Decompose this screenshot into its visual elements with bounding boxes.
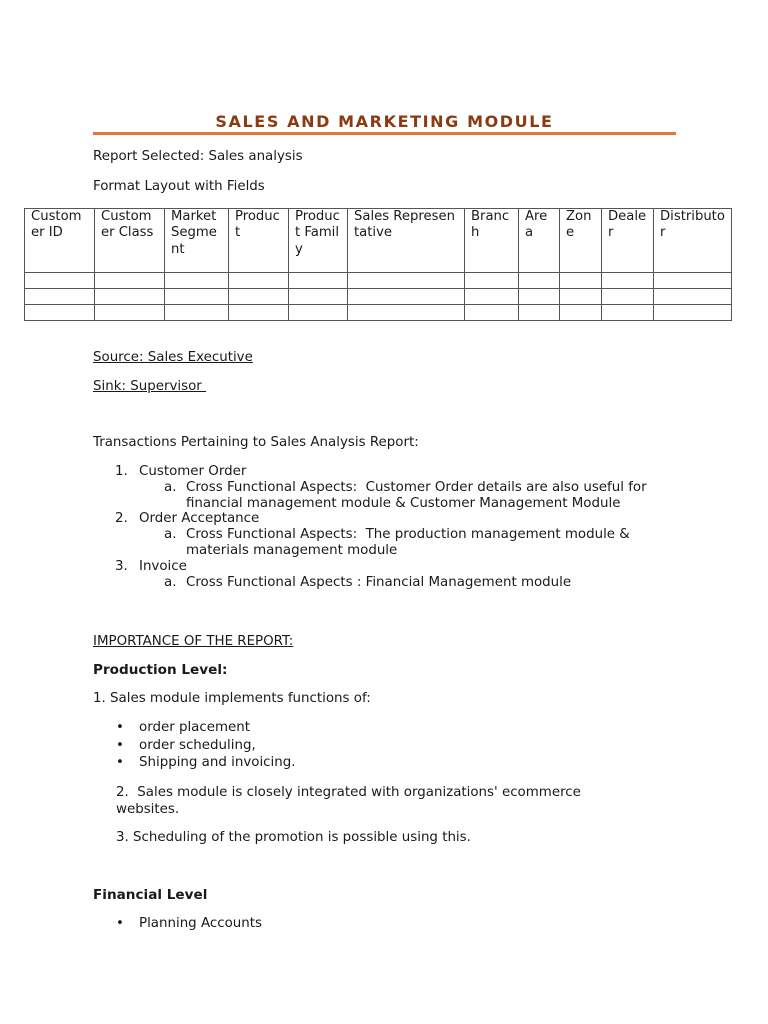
list-item [115, 559, 715, 575]
sub-item-line: financial management module & Customer Management Module [186, 495, 621, 511]
production-level-heading: Production Level: [93, 662, 228, 678]
production-point-1: 1. Sales module implements functions of: [93, 691, 371, 706]
importance-heading: IMPORTANCE OF THE REPORT: [93, 634, 294, 649]
production-bullet-list [0, 720, 768, 773]
header-cell: Area [519, 209, 560, 273]
header-cell: Branch [465, 209, 519, 273]
list-number: 3. [115, 558, 128, 574]
list-item-label: Invoice [139, 558, 187, 574]
table-row [25, 289, 732, 305]
sub-item-line: Cross Functional Aspects : Financial Management module [186, 574, 572, 590]
production-point-3: 3. Scheduling of the promotion is possible using this. [116, 830, 471, 845]
sink-line: Sink: Supervisor [93, 379, 207, 394]
fields-table [24, 208, 732, 321]
sub-item-line: Cross Functional Aspects: The production management module & [186, 527, 630, 543]
bullet-icon: • [116, 720, 124, 735]
header-cell: Distributor [654, 209, 732, 273]
sub-item [115, 527, 715, 559]
header-cell: Product Family [289, 209, 348, 273]
header-cell: Product [229, 209, 289, 273]
sub-letter: a. [164, 527, 177, 543]
transactions-heading: Transactions Pertaining to Sales Analysis Report: [93, 435, 419, 450]
list-item [0, 720, 768, 738]
list-item-label: Order Acceptance [139, 511, 260, 527]
bullet-icon: • [116, 755, 124, 771]
page-title: SALES AND MARKETING MODULE [215, 112, 554, 131]
table-row [25, 273, 732, 289]
bullet-icon: • [116, 916, 124, 931]
list-item [0, 738, 768, 756]
header-cell: Customer Class [95, 209, 165, 273]
header-cell: Zone [560, 209, 602, 273]
report-selected: Report Selected: Sales analysis [93, 149, 303, 164]
bullet-icon: • [116, 737, 124, 753]
sub-letter: a. [164, 479, 177, 495]
financial-level-heading: Financial Level [93, 887, 208, 903]
list-item [0, 755, 768, 773]
sub-letter: a. [164, 574, 177, 590]
list-item [115, 511, 715, 527]
header-cell: Market Segment [165, 209, 229, 273]
sub-item-line: Cross Functional Aspects: Customer Order details are also useful for [186, 479, 647, 495]
list-item-label: Planning Accounts [139, 916, 262, 931]
title-underline [93, 132, 676, 135]
list-item-label: Customer Order [139, 464, 247, 479]
table-row [25, 305, 732, 321]
sub-item [115, 480, 715, 512]
production-point-2-line-1: 2. Sales module is closely integrated with organizations' ecommerce [116, 785, 581, 800]
list-number: 1. [115, 464, 128, 479]
format-layout-label: Format Layout with Fields [93, 179, 265, 194]
production-point-2-line-2: websites. [116, 802, 180, 817]
header-cell: Dealer [602, 209, 654, 273]
list-number: 2. [115, 511, 128, 527]
sub-item-line: materials management module [186, 542, 398, 558]
transactions-list [115, 464, 715, 590]
list-item-label: order placement [139, 720, 251, 735]
table-header-row [25, 209, 732, 273]
header-cell: Sales Representative [348, 209, 465, 273]
sub-item [115, 575, 715, 591]
financial-bullet-list [0, 916, 768, 934]
list-item [115, 464, 715, 480]
header-cell: Customer ID [25, 209, 95, 273]
list-item-label: order scheduling, [139, 737, 256, 753]
list-item-label: Shipping and invoicing. [139, 755, 296, 771]
list-item [0, 916, 768, 934]
source-line: Source: Sales Executive [93, 350, 253, 365]
